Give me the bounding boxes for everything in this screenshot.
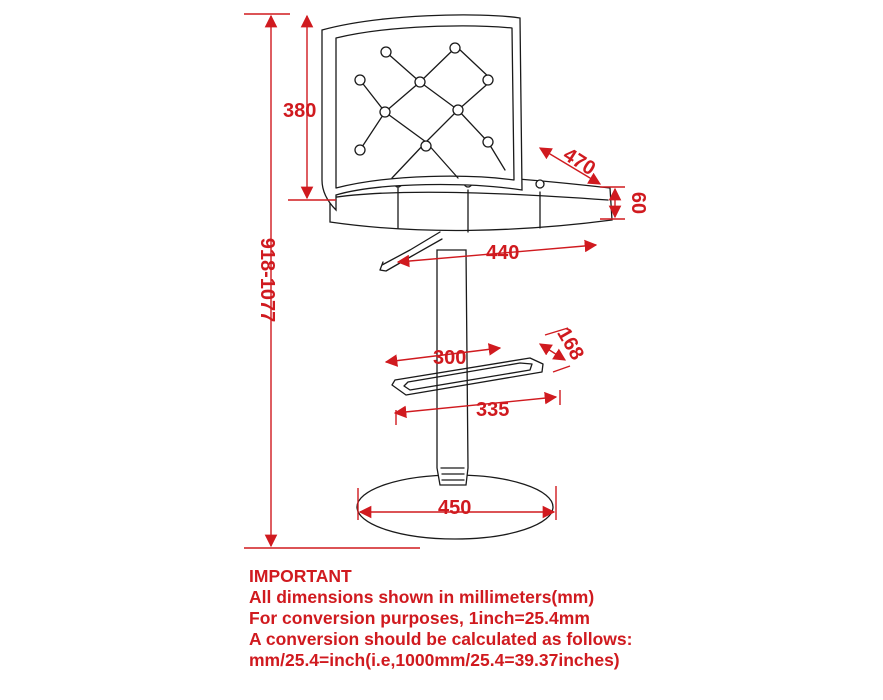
height-lever <box>380 232 442 271</box>
seat-width-label: 440 <box>486 242 520 264</box>
stool-drawing <box>322 15 612 539</box>
seat-thickness-label: 60 <box>627 191 649 215</box>
notes-line-1: All dimensions shown in millimeters(mm) <box>249 587 595 607</box>
notes-line-4: mm/25.4=inch(i.e,1000mm/25.4=39.37inches) <box>249 650 620 670</box>
notes-line-2: For conversion purposes, 1inch=25.4mm <box>249 608 590 628</box>
notes-heading: IMPORTANT <box>249 566 352 586</box>
conversion-notes <box>249 566 869 671</box>
footrest-depth-label: 168 <box>552 324 589 364</box>
footrest-inner-width-label: 300 <box>433 347 467 369</box>
notes-line-3: A conversion should be calculated as follows: <box>249 629 633 649</box>
seat-depth-label: 470 <box>559 143 600 181</box>
footrest-outer-width-label: 335 <box>476 399 510 421</box>
backrest <box>322 15 522 210</box>
back-height-label: 380 <box>283 100 317 122</box>
total-height-label: 918-1077 <box>256 237 278 323</box>
base-diameter-label: 450 <box>438 497 472 519</box>
